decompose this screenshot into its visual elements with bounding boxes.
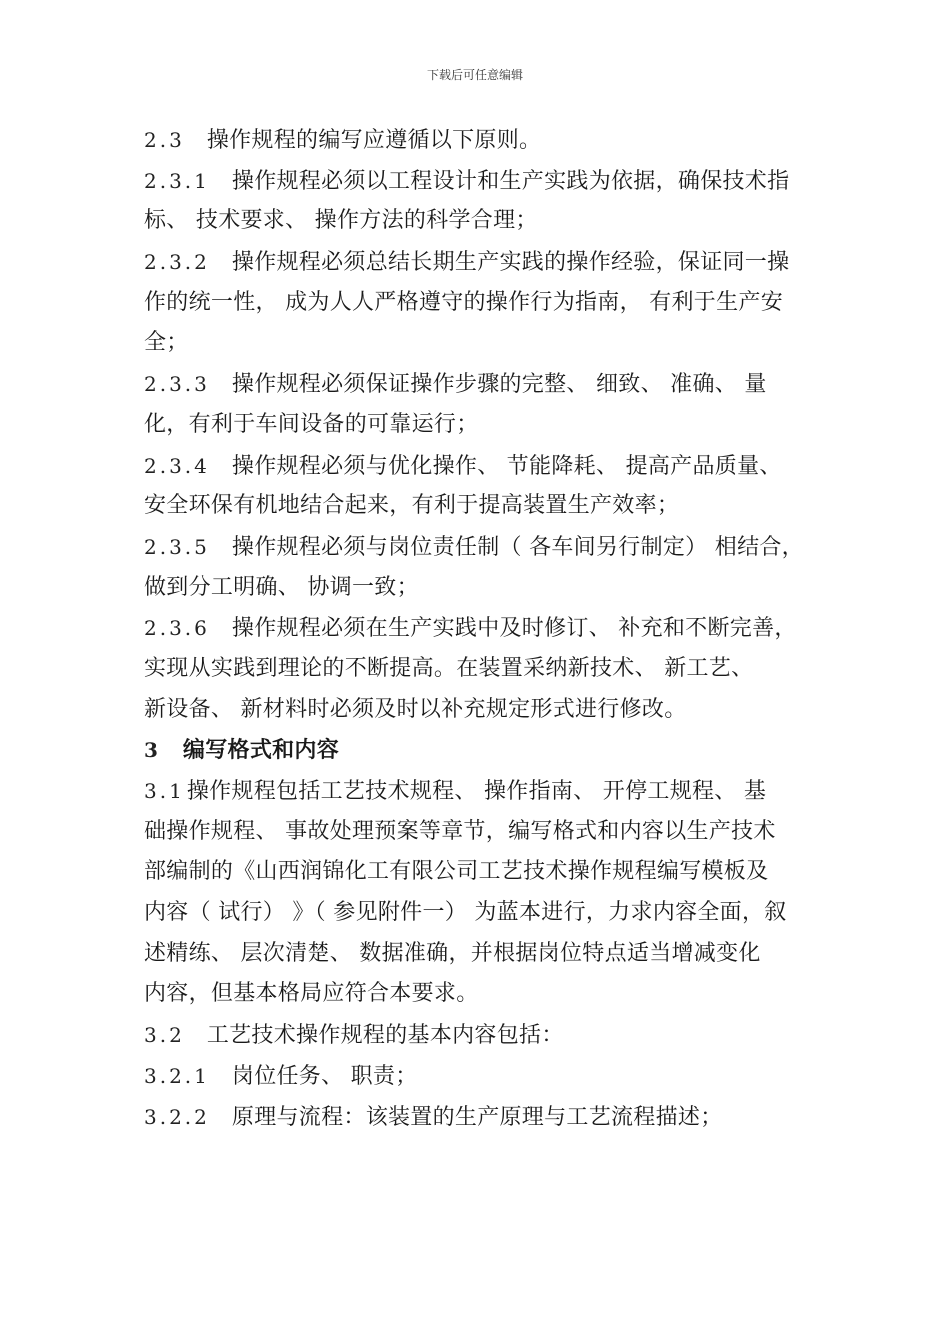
text-line <box>144 120 812 161</box>
text-line <box>144 405 812 446</box>
clause-text: 实现从实践到理论的不断提高。在装置采纳新技术、 新工艺、 <box>144 655 754 681</box>
clause-text: 操作规程的编写应遵循以下原则。 <box>206 128 542 153</box>
page-header: 下载后可任意编辑 <box>426 68 523 82</box>
clause-text: 全； <box>144 330 189 356</box>
text-line <box>144 1097 812 1138</box>
clause-text: 操作规程必须总结长期生产实践的操作经验，保证同一操 <box>231 250 790 276</box>
clause-text: 内容，但基本格局应符合本要求。 <box>144 981 479 1007</box>
clause-number: 3.1 <box>144 779 185 803</box>
clause-text: 部编制的《山西润锦化工有限公司工艺技术操作规程编写模板及 <box>144 859 769 885</box>
clause-text: 操作规程包括工艺技术规程、 操作指南、 开停工规程、 基 <box>186 779 767 804</box>
clause-text: 新设备、 新材料时必须及时以补充规定形式进行修改。 <box>144 696 687 722</box>
clause-text: 做到分工明确、 协调一致； <box>144 574 419 600</box>
clause-text: 操作规程必须与优化操作、 节能降耗、 提高产品质量、 <box>231 453 782 479</box>
clause-number: 3.2.2 <box>144 1104 210 1129</box>
text-line <box>144 1015 812 1056</box>
clause-number: 3.2.1 <box>144 1063 210 1088</box>
clause-text: 内容（ 试行） 》（ 参见附件一） 为蓝本进行，力求内容全面，叙 <box>144 900 787 926</box>
clause-number: 3 <box>144 738 161 763</box>
clause-text: 作的统一性， 成为人人严格遵守的操作行为指南， 有利于生产安 <box>144 289 783 315</box>
clause-text: 础操作规程、 事故处理预案等章节，编写格式和内容以生产技术 <box>144 818 776 844</box>
text-line <box>144 242 812 283</box>
clause-text: 编写格式和内容 <box>182 738 340 764</box>
clause-number: 3.2 <box>144 1023 185 1048</box>
clause-number: 2.3 <box>144 128 185 152</box>
text-line <box>144 323 812 364</box>
clause-text: 操作规程必须以工程设计和生产实践为依据，确保技术指 <box>231 168 790 194</box>
clause-text: 原理与流程：该装置的生产原理与工艺流程描述； <box>231 1104 723 1130</box>
clause-number: 2.3.4 <box>144 453 210 478</box>
text-line <box>144 974 812 1015</box>
text-line <box>144 608 812 649</box>
text-line <box>144 568 812 609</box>
clause-number: 2.3.6 <box>144 616 210 641</box>
clause-text: 岗位任务、 职责； <box>231 1063 418 1089</box>
clause-text: 操作规程必须保证操作步骤的完整、 细致、 准确、 量 <box>231 372 767 398</box>
text-line <box>144 893 812 934</box>
text-line <box>144 852 812 893</box>
text-line <box>144 771 812 812</box>
section-heading <box>144 730 812 771</box>
text-line <box>144 364 812 405</box>
clause-text: 述精练、 层次清楚、 数据准确，并根据岗位特点适当增减变化 <box>144 940 761 966</box>
clause-number: 2.3.2 <box>144 250 210 275</box>
clause-text: 安全环保有机地结合起来，有利于提高装置生产效率； <box>144 493 680 519</box>
text-line <box>144 690 812 731</box>
text-line <box>144 812 812 853</box>
clause-number: 2.3.3 <box>144 372 210 397</box>
text-line <box>144 446 812 487</box>
clause-text: 操作规程必须在生产实践中及时修订、 补充和不断完善， <box>231 616 797 642</box>
clause-text: 操作规程必须与岗位责任制（ 各车间另行制定） 相结合， <box>231 534 804 560</box>
clause-number: 2.3.1 <box>144 168 210 193</box>
text-line <box>144 161 812 202</box>
text-line <box>144 201 812 242</box>
text-line <box>144 649 812 690</box>
text-line <box>144 486 812 527</box>
text-line <box>144 527 812 568</box>
clause-text: 化，有利于车间设备的可靠运行； <box>144 411 479 437</box>
text-line <box>144 934 812 975</box>
clause-text: 工艺技术操作规程的基本内容包括： <box>206 1023 564 1049</box>
text-line <box>144 283 812 324</box>
clause-text: 标、 技术要求、 操作方法的科学合理； <box>144 208 538 234</box>
document-body <box>144 120 812 1137</box>
text-line <box>144 1056 812 1097</box>
clause-number: 2.3.5 <box>144 534 210 559</box>
